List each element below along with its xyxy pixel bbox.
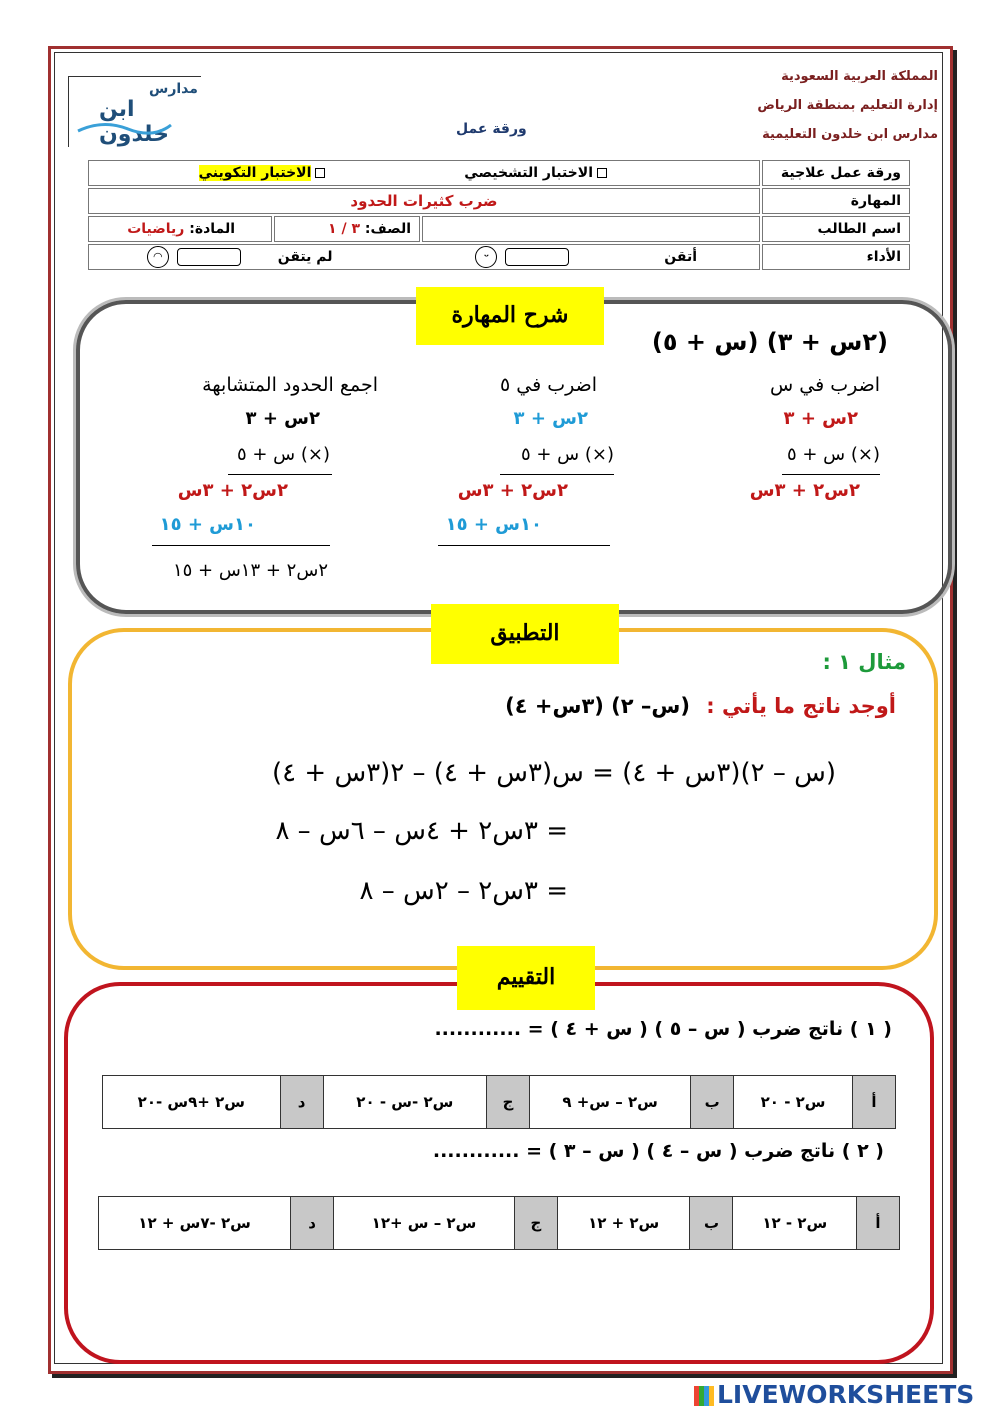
liveworksheets-logo[interactable] [694,1380,974,1409]
directorate-text: إدارة التعليم بمنطقة الرياض [757,98,938,113]
col2-partial-x: ٢س٢ + ٣س [457,480,568,501]
skill-label: المهارة [762,188,910,214]
application-panel [68,628,938,970]
q1-choice-a[interactable]: س٢ - ٢٠ [734,1076,853,1129]
q2-choice-a[interactable]: س٢ - ١٢ [733,1197,857,1250]
school-text: مدارس ابن خلدون التعليمية [762,127,938,142]
q1-key-c: ج [486,1076,529,1129]
col1-rule [782,474,880,475]
col3-partial-x: ٢س٢ + ٣س [177,480,288,501]
example-prompt: أوجد ناتج ما يأتي : [706,694,896,718]
q1-choice-d[interactable]: س٢ +٩س -٢٠ [103,1076,281,1129]
liveworksheets-icon [694,1386,714,1406]
explanation-problem: (٢س + ٣) (س + ٥) [651,328,888,356]
assessment-title: التقييم [457,946,595,1010]
col2-partial-5: ١٠س + ١٥ [445,514,542,535]
student-info-table [86,158,912,272]
not-mastered-text: لم يتقن [277,249,333,265]
q2-key-a: أ [857,1197,900,1250]
solution-line-3: = ٣س٢ – ٢س – ٨ [359,876,568,906]
question-1: ( ١ ) ناتج ضرب ( س – ٥ ) ( س + ٤ ) = ............ [434,1018,892,1040]
logo-swoosh-icon [73,117,173,141]
example-label: مثال ١ : [822,650,906,674]
example-expression: (س– ٢) (٣س+ ٤) [505,694,690,718]
worksheet-title: ورقة عمل [456,121,527,137]
formative-checkbox[interactable] [315,168,325,178]
col1-partial: ٢س٢ + ٣س [749,480,860,501]
performance-label: الأداء [762,244,910,270]
col3-partial-5: ١٠س + ١٥ [159,514,256,535]
q2-key-b: ب [690,1197,733,1250]
student-name-field[interactable] [422,216,760,242]
smile-icon: ᵕ [475,246,497,268]
q1-choice-c[interactable]: س٢ -س - ٢٠ [323,1076,486,1129]
test-type-row [88,160,760,186]
not-mastered-box[interactable] [177,248,241,266]
q1-key-a: أ [853,1076,896,1129]
q1-key-d: د [280,1076,323,1129]
class-cell: الصف: ٣ / ١ [274,216,420,242]
solution-line-1: (س – ٢)(٣س + ٤) = س(٣س + ٤) – ٢(٣س + ٤) [272,758,836,788]
col2-rule [500,474,614,475]
worksheet-type-label: ورقة عمل علاجية [762,160,910,186]
question-2: ( ٢ ) ناتج ضرب ( س – ٤ ) ( س – ٣ ) = ............ [432,1140,884,1162]
mastered-box[interactable] [505,248,569,266]
explanation-title: شرح المهارة [416,287,604,345]
q2-key-d: د [291,1197,334,1250]
header-institution [757,62,938,149]
performance-row [88,244,760,270]
col2-mult-poly: (×) س + ٥ [520,444,614,465]
solution-line-2: = ٣س٢ + ٤س – ٦س – ٨ [275,816,568,846]
col1-mult-poly: (×) س + ٥ [786,444,880,465]
student-name-label: اسم الطالب [762,216,910,242]
liveworksheets-text: LIVEWORKSHEETS [717,1380,975,1409]
col3-top-poly: ٢س + ٣ [245,408,320,429]
diagnostic-checkbox[interactable] [597,168,607,178]
col3-result: ٢س٢ + ١٣س + ١٥ [172,560,328,581]
q2-choice-b[interactable]: س٢ + ١٢ [557,1197,690,1250]
mastered-text: أتقن [664,249,697,265]
school-logo [68,76,201,147]
logo-top-text: مدارس [149,81,198,97]
col1-heading: اضرب في س [770,374,880,396]
col3-bottom-rule [152,545,330,546]
q1-choices [102,1075,896,1129]
diagnostic-option[interactable]: الاختبار التشخيصي [464,165,611,181]
q2-choice-c[interactable]: س٢ – س +١٢ [334,1197,515,1250]
formative-option[interactable]: الاختبار التكويني [199,165,330,181]
col3-rule [228,474,332,475]
skill-value: ضرب كثيرات الحدود [88,188,760,214]
q2-key-c: ج [514,1197,557,1250]
application-title: التطبيق [431,604,619,664]
q2-choice-d[interactable]: س٢ -٧س + ١٢ [99,1197,291,1250]
col2-top-poly: ٢س + ٣ [513,408,588,429]
col3-heading: اجمع الحدود المتشابهة [202,374,378,396]
logo-main-text: ابن خلدون [99,97,169,147]
q2-choices [98,1196,900,1250]
frown-icon: ◠ [147,246,169,268]
col2-bottom-rule [438,545,610,546]
col3-mult-poly: (×) س + ٥ [236,444,330,465]
subject-value: رياضيات [127,221,185,237]
q1-key-b: ب [691,1076,734,1129]
col1-top-poly: ٢س + ٣ [783,408,858,429]
subject-cell: المادة: رياضيات [88,216,272,242]
class-value: ٣ / ١ [328,221,360,237]
q1-choice-b[interactable]: س٢ – س+ ٩ [529,1076,690,1129]
kingdom-text: المملكة العربية السعودية [781,69,938,84]
col2-heading: اضرب في ٥ [500,374,597,396]
